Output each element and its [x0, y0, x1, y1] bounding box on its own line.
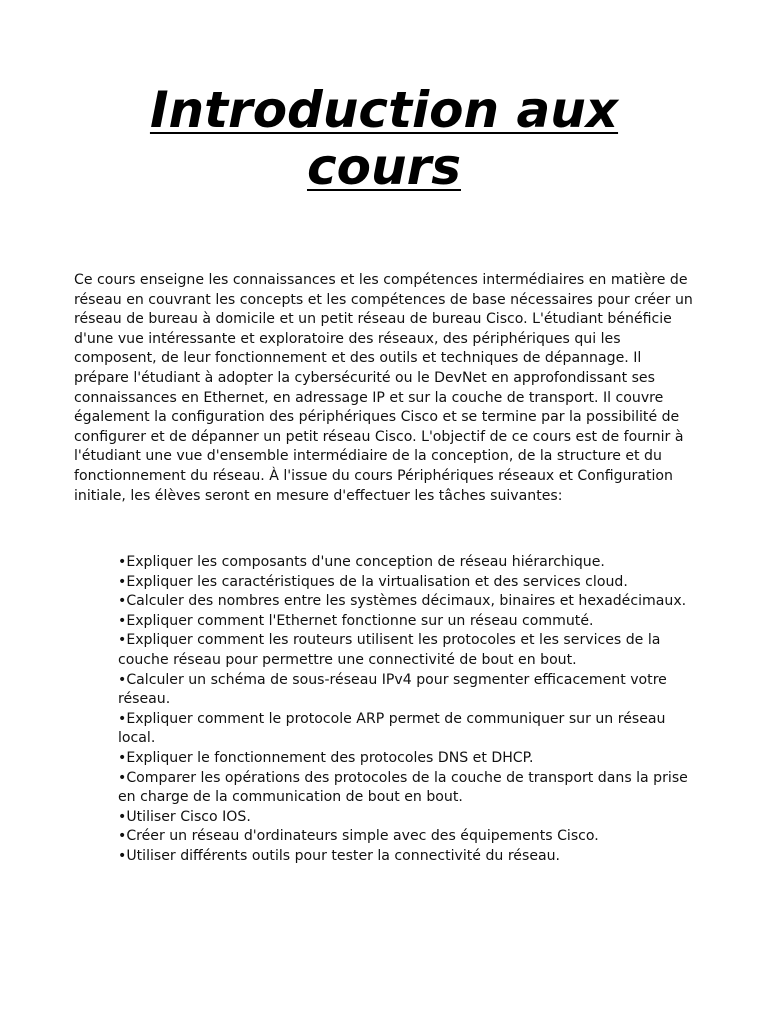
document-title: Introduction aux cours: [149, 81, 619, 196]
objective-item: •Expliquer les caractéristiques de la virtualisation et des services cloud.: [118, 573, 628, 590]
objectives-list: [118, 553, 702, 867]
objective-item: •Expliquer comment le protocole ARP permet de communiquer sur un réseau local.: [118, 710, 666, 747]
objective-item: •Expliquer comment l'Ethernet fonctionne sur un réseau commuté.: [118, 612, 594, 629]
objective-item: •Comparer les opérations des protocoles de la couche de transport dans la prise en charge de la communication de bout en bout.: [118, 769, 688, 806]
objective-item: •Expliquer comment les routeurs utilisent les protocoles et les services de la couche réseau pour permettre une connectivité de bout en bout.: [118, 632, 661, 668]
objective-item: •Créer un réseau d'ordinateurs simple avec des équipements Cisco.: [118, 828, 599, 845]
objective-item: •Utiliser Cisco IOS.: [118, 808, 251, 825]
objective-item: •Expliquer les composants d'une conception de réseau hiérarchique.: [118, 554, 605, 570]
objective-item: •Calculer des nombres entre les systèmes décimaux, binaires et hexadécimaux.: [118, 593, 687, 610]
intro-paragraph: Ce cours enseigne les connaissances et les compétences intermédiaires en matière de réseau en couvrant les concepts et les compétences de base nécessaires pour créer un réseau de bureau à domicile et un petit réseau de bureau Cisco. L'étudiant bénéficie d'une vue intéressante et exploratoire des réseaux, des périphériques qui les composent, de leur fonctionnement et des outils et techniques de dépannage. Il prépare l'étudiant à adopter la cybersécurité ou le DevNet en approfondissant ses connaissances en Ethernet, en adressage IP et sur la couche de transport. Il couvre également la configuration des périphériques Cisco et se termine par la possibilité de configurer et de dépanner un petit réseau Cisco. L'objectif de ce cours est de fournir à l'étudiant une vue d'ensemble intermédiaire de la conception, de la structure et du fonctionnement du réseau. À l'issue du cours Périphériques réseaux et Configuration initiale, les élèves seront en mesure d'effectuer les tâches suivantes:: [74, 272, 693, 504]
objective-item: •Expliquer le fonctionnement des protocoles DNS et DHCP.: [118, 749, 534, 766]
objective-item: •Calculer un schéma de sous-réseau IPv4 pour segmenter efficacement votre réseau.: [118, 671, 667, 708]
objective-item: •Utiliser différents outils pour tester la connectivité du réseau.: [118, 847, 561, 864]
